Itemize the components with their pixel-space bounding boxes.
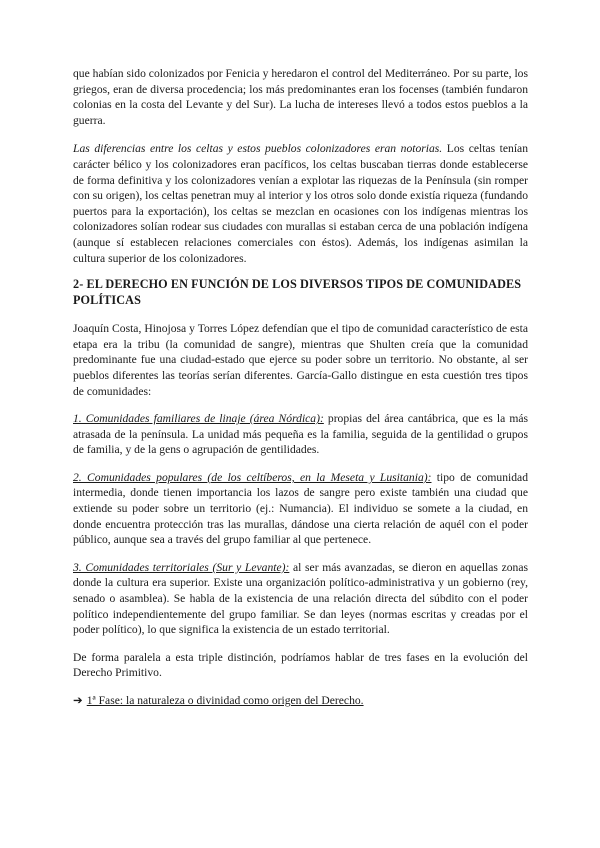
section-heading: 2- EL DERECHO EN FUNCIÓN DE LOS DIVERSOS TIPOS DE COMUNIDADES POLÍTICAS <box>73 277 522 308</box>
community-item-1 <box>73 411 528 458</box>
community-item-1-label: 1. Comunidades familiares de linaje (área Nórdica): <box>73 412 324 426</box>
paragraph-communities-intro: Joaquín Costa, Hinojosa y Torres López defendían que el tipo de comunidad característico de esta etapa era la tribu (la comunidad de sangre), mientras que Shulten creía que la comunidad predominante fue una ciudad-estado que ejerce su poder sobre un territorio. No obstante, al ser pueblos diferentes las teorías serían diferentes. García-Gallo distingue en esta cuestión tres tipos de comunidades: <box>73 322 528 398</box>
paragraph-differences <box>73 141 528 266</box>
differences-lead: Las diferencias entre los celtas y estos pueblos colonizadores eran notorias. <box>73 142 443 156</box>
paragraph-phases: De forma paralela a esta triple distinción, podríamos hablar de tres fases en la evolución del Derecho Primitivo. <box>73 650 528 680</box>
paragraph-colonizers: que habían sido colonizados por Fenicia y heredaron el control del Mediterráneo. Por su parte, los griegos, eran de diversa procedencia; los más predominantes eran los focenses (también fundaron colonias en la costa del Levante y del Sur). La lucha de intereses llevó a todos estos pueblos a la guerra. <box>73 67 528 127</box>
community-item-2-text: tipo de comunidad intermedia, donde tienen importancia los lazos de sangre pero existe también una ciudad que extiende su poder sobre un territorio (ej.: Numancia). El individuo se somete a la ciudad, en donde encuentra protección tras las murallas, dándose una cierta relación de aquél con el poder público, aunque sea a través del grupo familiar al que pertenece. <box>73 470 528 547</box>
phase-label: 1ª Fase: la naturaleza o divinidad como origen del Derecho. <box>86 694 364 707</box>
community-item-3 <box>73 560 528 638</box>
document-page <box>73 66 528 719</box>
community-item-3-text: al ser más avanzadas, se dieron en aquellas zonas donde la cultura era superior. Existe una organización político-administrativa y un gobierno (rey, senado o asamblea). Se habla de la existencia de una relación directa del súbdito con el poder político independientemente del grupo familiar. Se dan leyes (normas escritas y creadas por el poder político), lo que significa la existencia de un estado territorial. <box>73 560 528 637</box>
community-item-1-text: propias del área cantábrica, que es la más atrasada de la península. La unidad más pequeña es la familia, seguida de la gentilidad o grupos de familia, y de la gens o agrupación de gentilidades. <box>73 412 528 457</box>
community-item-2 <box>73 470 528 548</box>
community-item-3-label: 3. Comunidades territoriales (Sur y Levante): <box>73 560 290 574</box>
phase-line <box>73 693 528 709</box>
community-item-2-label: 2. Comunidades populares (de los celtíberos, en la Meseta y Lusitania): <box>73 470 432 484</box>
arrow-icon: ➔ <box>73 694 83 707</box>
differences-body: Los celtas tenían carácter bélico y los colonizadores eran pacíficos, los celtas buscaban tierras donde establecerse de forma definitiva y los colonizadores venían a explotar las riquezas de la Península (sin romper con su origen), los celtas penetran muy al interior y los otros solo donde existía riqueza (fundando puertos para la exportación), los celtas se mezclan en ocasiones con los indígenas mientras los colonizadores solían rodear sus ciudades con murallas si estaban cerca de una población indígena (aunque sí establecen relaciones comerciales con éstos). Además, los indígenas asimilan la cultura superior de los colonizadores. <box>73 142 528 265</box>
